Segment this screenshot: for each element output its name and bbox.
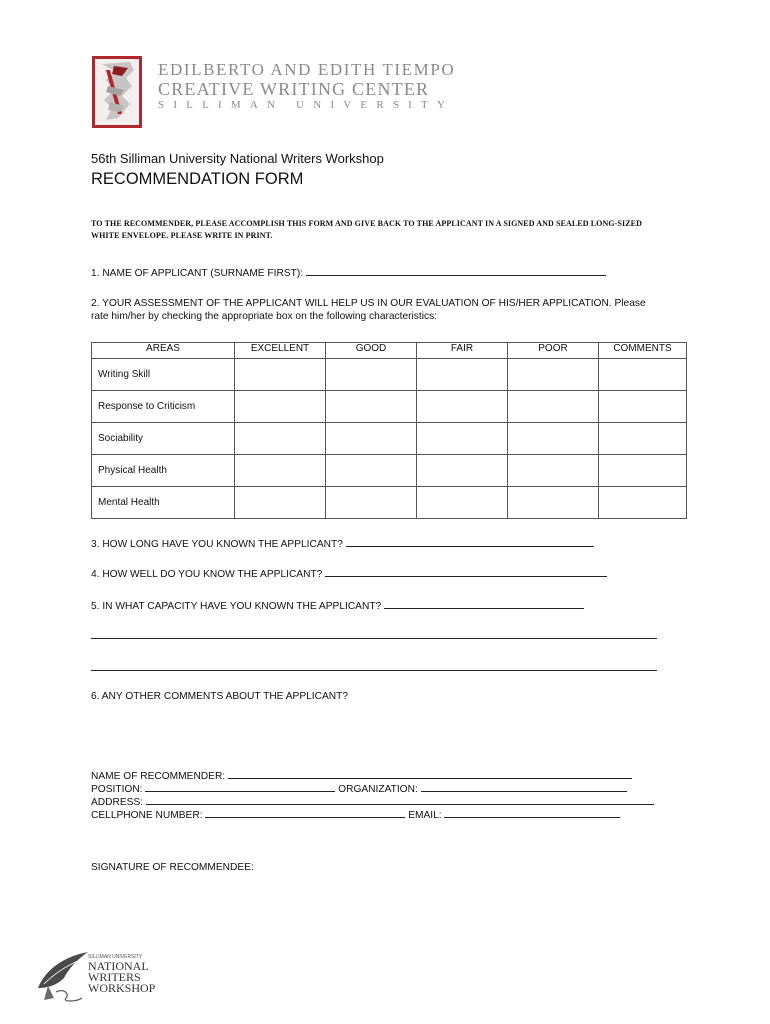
cellphone-field[interactable] xyxy=(205,808,405,818)
question-3-label: 3. HOW LONG HAVE YOU KNOWN THE APPLICANT? xyxy=(91,539,346,550)
comments-cell[interactable] xyxy=(599,359,687,391)
rating-excellent-cell[interactable] xyxy=(235,423,326,455)
position-label: POSITION: xyxy=(91,784,146,795)
table-row xyxy=(92,423,687,455)
header-comments: COMMENTS xyxy=(599,343,687,359)
email-label: EMAIL: xyxy=(405,810,445,821)
rating-excellent-cell[interactable] xyxy=(235,455,326,487)
rating-fair-cell[interactable] xyxy=(417,391,508,423)
table-row xyxy=(92,359,687,391)
rating-good-cell[interactable] xyxy=(326,487,417,519)
question-1-label: 1. NAME OF APPLICANT (SURNAME FIRST): xyxy=(91,268,306,279)
recommender-name-field[interactable] xyxy=(228,769,632,779)
signature-label: SIGNATURE OF RECOMMENDEE: xyxy=(91,862,254,873)
rating-good-cell[interactable] xyxy=(326,423,417,455)
address-label: ADDRESS: xyxy=(91,797,146,808)
rating-fair-cell[interactable] xyxy=(417,455,508,487)
applicant-name-field[interactable] xyxy=(306,266,606,276)
known-duration-field[interactable] xyxy=(346,537,594,547)
position-row xyxy=(91,782,627,795)
header-fair: FAIR xyxy=(417,343,508,359)
rating-good-cell[interactable] xyxy=(326,391,417,423)
table-row xyxy=(92,487,687,519)
rating-fair-cell[interactable] xyxy=(417,359,508,391)
form-title: RECOMMENDATION FORM xyxy=(91,170,304,188)
capacity-line-1[interactable] xyxy=(91,629,657,639)
question-4 xyxy=(91,567,607,580)
question-5 xyxy=(91,599,584,612)
question-5-label: 5. IN WHAT CAPACITY HAVE YOU KNOWN THE APPLICANT? xyxy=(91,601,385,612)
known-how-well-field[interactable] xyxy=(325,567,607,577)
cellphone-label: CELLPHONE NUMBER: xyxy=(91,810,206,821)
rating-excellent-cell[interactable] xyxy=(235,391,326,423)
workshop-title: 56th Silliman University National Writers Workshop xyxy=(91,151,384,166)
rating-poor-cell[interactable] xyxy=(508,455,599,487)
footer-logo-line2: NATIONAL xyxy=(88,959,149,973)
assessment-table xyxy=(91,342,687,519)
rating-poor-cell[interactable] xyxy=(508,391,599,423)
question-1 xyxy=(91,266,606,279)
logo-title-line3: SILLIMAN UNIVERSITY xyxy=(158,99,455,111)
logo-title-line1: EDILBERTO AND EDITH TIEMPO xyxy=(158,60,456,79)
question-2: 2. YOUR ASSESSMENT OF THE APPLICANT WILL HELP US IN OUR EVALUATION OF HIS/HER APPLICATION. Please rate him/her by checking the appropriate box on the following characteristics: xyxy=(91,298,646,322)
rating-poor-cell[interactable] xyxy=(508,423,599,455)
address-row xyxy=(91,795,654,808)
comments-cell[interactable] xyxy=(599,423,687,455)
area-label: Physical Health xyxy=(92,455,235,487)
header-excellent: EXCELLENT xyxy=(235,343,326,359)
rating-good-cell[interactable] xyxy=(326,359,417,391)
position-field[interactable] xyxy=(145,782,335,792)
rating-good-cell[interactable] xyxy=(326,455,417,487)
footer-logo-line4: WORKSHOP xyxy=(88,981,156,995)
comments-cell[interactable] xyxy=(599,391,687,423)
comments-cell[interactable] xyxy=(599,487,687,519)
header-good: GOOD xyxy=(326,343,417,359)
question-4-label: 4. HOW WELL DO YOU KNOW THE APPLICANT? xyxy=(91,569,326,580)
rating-poor-cell[interactable] xyxy=(508,359,599,391)
instructions: TO THE RECOMMENDER, PLEASE ACCOMPLISH THIS FORM AND GIVE BACK TO THE APPLICANT IN A SIGNED AND SEALED LONG-SIZED WHITE ENVELOPE. PLEASE WRITE IN PRINT. xyxy=(91,219,642,240)
rating-fair-cell[interactable] xyxy=(417,487,508,519)
table-row xyxy=(92,455,687,487)
logo-title-line2: CREATIVE WRITING CENTER xyxy=(158,79,430,99)
known-capacity-field[interactable] xyxy=(384,599,584,609)
recommender-name-label: NAME OF RECOMMENDER: xyxy=(91,771,228,782)
capacity-line-2[interactable] xyxy=(91,661,657,671)
question-3 xyxy=(91,537,594,550)
assessment-header-row xyxy=(92,343,687,359)
organization-label: ORGANIZATION: xyxy=(335,784,421,795)
organization-field[interactable] xyxy=(421,782,627,792)
area-label: Response to Criticism xyxy=(92,391,235,423)
footer-logo-line1: SILLIMAN UNIVERSITY xyxy=(88,954,143,960)
contact-row xyxy=(91,808,620,821)
creative-writing-center-logo xyxy=(92,56,142,128)
area-label: Sociability xyxy=(92,423,235,455)
address-field[interactable] xyxy=(146,795,654,805)
area-label: Mental Health xyxy=(92,487,235,519)
rating-excellent-cell[interactable] xyxy=(235,487,326,519)
recommender-name-row xyxy=(91,769,632,782)
header-areas: AREAS xyxy=(92,343,235,359)
footer-logo-line3: WRITERS xyxy=(88,970,141,984)
rating-excellent-cell[interactable] xyxy=(235,359,326,391)
table-row xyxy=(92,391,687,423)
rating-poor-cell[interactable] xyxy=(508,487,599,519)
rating-fair-cell[interactable] xyxy=(417,423,508,455)
comments-cell[interactable] xyxy=(599,455,687,487)
area-label: Writing Skill xyxy=(92,359,235,391)
email-field[interactable] xyxy=(444,808,620,818)
question-6: 6. ANY OTHER COMMENTS ABOUT THE APPLICANT? xyxy=(91,691,349,702)
header-poor: POOR xyxy=(508,343,599,359)
national-writers-workshop-logo xyxy=(36,948,166,1006)
